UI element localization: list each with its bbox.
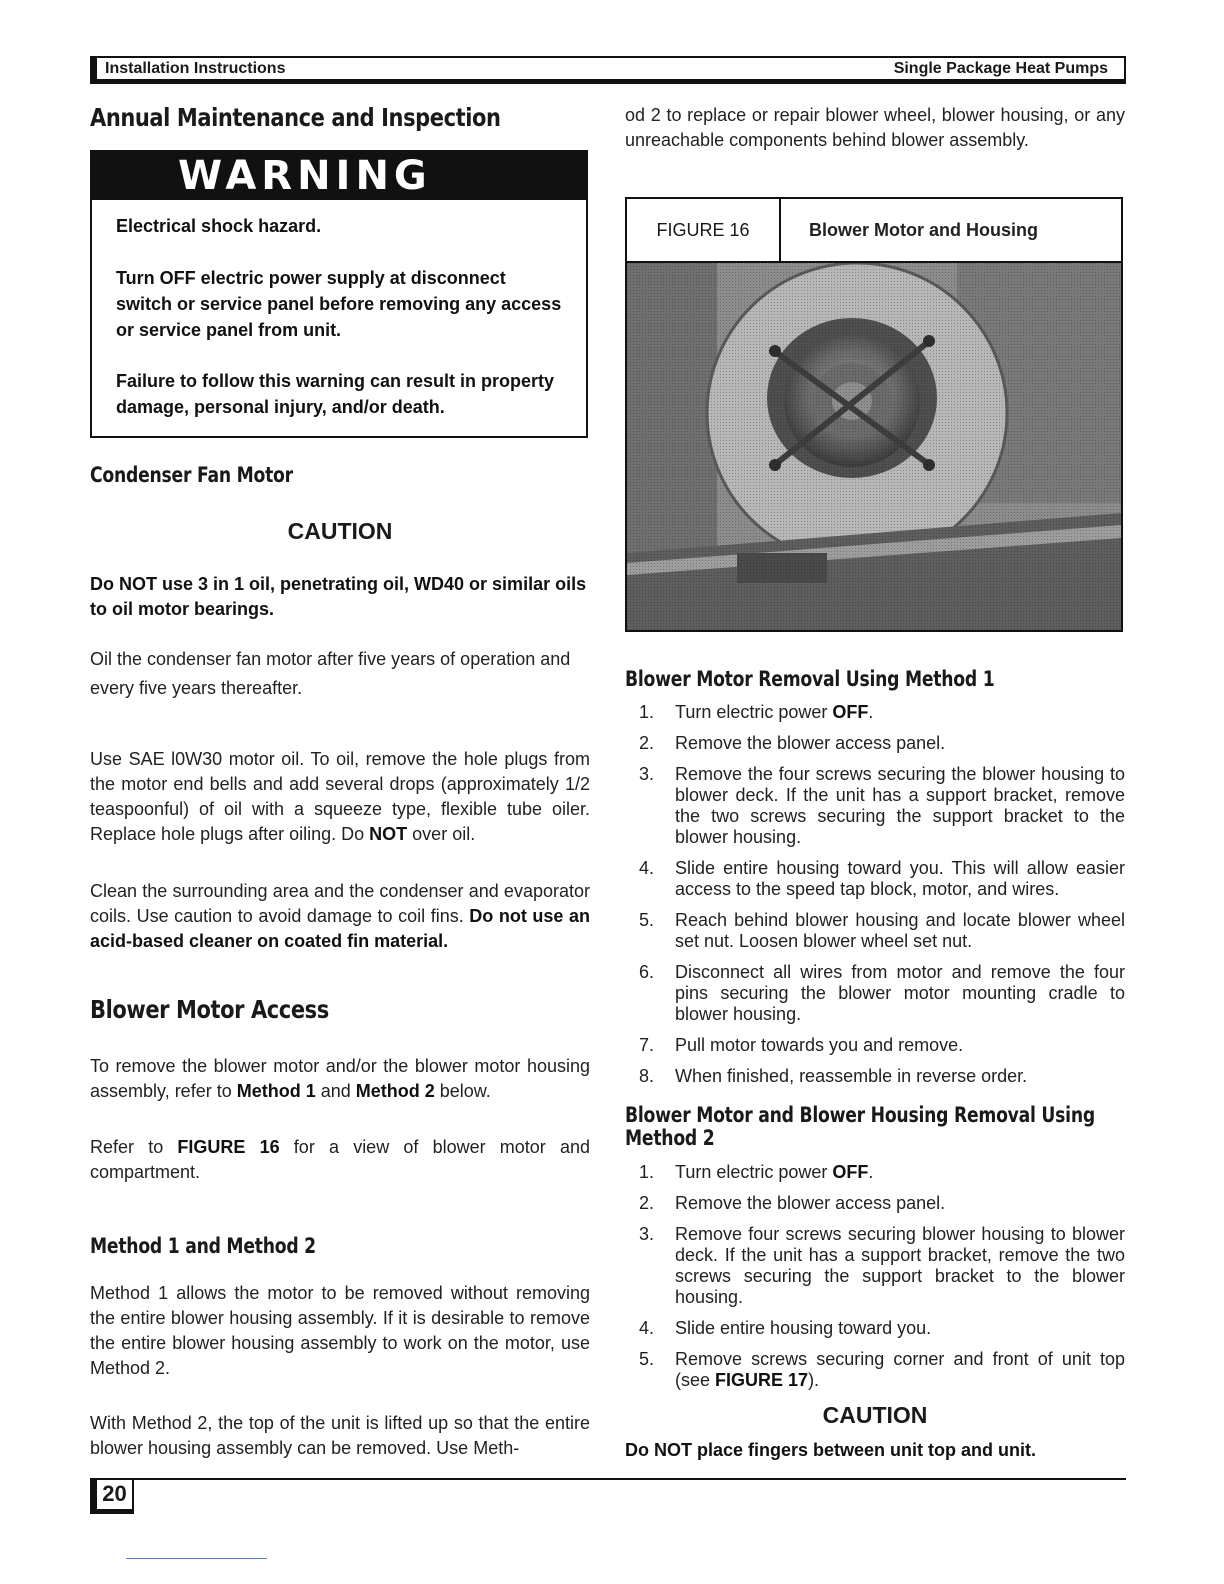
method-1-step-7 (625, 1035, 1125, 1056)
step-number: 2. (639, 733, 655, 753)
step-text: Turn electric power (675, 702, 833, 722)
step-emphasis: FIGURE 17 (715, 1370, 809, 1390)
header-right-title: Single Package Heat Pumps (893, 60, 1108, 77)
page-number: 20 (90, 1480, 134, 1514)
step-number: 6. (639, 962, 655, 982)
condenser-para-2 (90, 747, 590, 847)
step-emphasis: OFF (832, 702, 869, 722)
warning-line-1: Electrical shock hazard. (116, 216, 322, 236)
blower-access-para-1-and: and (315, 1081, 356, 1101)
step-number: 4. (639, 858, 655, 878)
blower-access-para-2 (90, 1135, 590, 1185)
step-number: 3. (639, 764, 655, 784)
method-1-ref: Method 1 (236, 1081, 316, 1101)
step-number: 2. (639, 1193, 655, 1213)
method-2-caution-text: Do NOT place fingers between unit top and unit. (625, 1440, 1037, 1460)
warning-line-2: Turn OFF electric power supply at disconnect switch or service panel before removing any access or service panel from unit. (116, 268, 562, 340)
figure-16 (625, 197, 1123, 632)
condenser-para-2-end: over oil. (407, 824, 476, 844)
method-1-step-5 (625, 910, 1125, 952)
methods-para-1: Method 1 allows the motor to be removed without removing the entire blower housing assembly. If it is desirable to remove the entire blower housing assembly to work on the motor, use Method 2. (90, 1283, 590, 1378)
step-text: Pull motor towards you and remove. (675, 1035, 964, 1055)
condenser-para-1: Oil the condenser fan motor after five years of operation and every five years thereafter. (90, 649, 571, 698)
step-text: Remove four screws securing blower housing to blower deck. If the unit has a support bracket, remove the two screws securing the support bracket to the blower housing. (675, 1224, 1125, 1307)
method-1-heading: Blower Motor Removal Using Method 1 (625, 667, 995, 691)
method-2-caution-title: CAUTION (822, 1402, 928, 1428)
step-number: 1. (639, 1162, 655, 1182)
condenser-para-2-text: Use SAE l0W30 motor oil. To oil, remove the hole plugs from the motor end bells and add several drops (approximately 1/2 teaspoonful) of oil with a squeeze type, flexible tube oiler. Replace hole plugs after oiling. Do (90, 749, 590, 844)
method-2-heading-line-1: Blower Motor and Blower Housing Removal Using (625, 1103, 1095, 1127)
condenser-para-2-bold: NOT (369, 824, 408, 844)
method-1-step-4 (625, 858, 1125, 900)
method-1-step-1 (625, 702, 1125, 723)
blower-access-heading: Blower Motor Access (90, 995, 329, 1024)
footer-rule (90, 1478, 1126, 1480)
method-1-steps (625, 702, 1125, 1097)
step-text-end: . (868, 702, 874, 722)
step-text: Turn electric power (675, 1162, 833, 1182)
methods-para-2: With Method 2, the top of the unit is lifted up so that the entire blower housing assembly can be removed. Use Meth- (90, 1413, 590, 1458)
step-text: Remove screws securing corner and front of unit top (see (675, 1349, 1125, 1390)
figure-16-ref: FIGURE 16 (177, 1137, 280, 1157)
step-number: 5. (639, 910, 655, 930)
method-2-step-3 (625, 1224, 1125, 1308)
blower-access-para-1-text: To remove the blower motor and/or the blower motor housing assembly, refer to (90, 1056, 590, 1101)
method-2-step-2 (625, 1193, 1125, 1214)
condenser-caution-text: Do NOT use 3 in 1 oil, penetrating oil, WD40 or similar oils to oil motor bearings. (90, 574, 587, 619)
method-2-ref: Method 2 (355, 1081, 435, 1101)
footer-underline (126, 1558, 267, 1559)
step-number: 8. (639, 1066, 655, 1086)
warning-line-3: Failure to follow this warning can result in property damage, personal injury, and/or death. (116, 371, 555, 417)
method-2-step-5 (625, 1349, 1125, 1391)
method-1-step-6 (625, 962, 1125, 1025)
step-number: 7. (639, 1035, 655, 1055)
page-header (90, 56, 1126, 84)
step-text: Reach behind blower housing and locate blower wheel set nut. Loosen blower wheel set nut. (675, 910, 1125, 951)
figure-label: FIGURE 16 (627, 199, 781, 261)
step-text-end: . (868, 1162, 874, 1182)
method-1-step-8 (625, 1066, 1125, 1087)
figure-title: Blower Motor and Housing (809, 220, 1038, 240)
step-number: 3. (639, 1224, 655, 1244)
step-text: Remove the four screws securing the blower housing to blower deck. If the unit has a support bracket, remove the two screws securing the support bracket to the blower housing. (675, 764, 1125, 847)
step-number: 1. (639, 702, 655, 722)
header-left-title: Installation Instructions (105, 60, 286, 77)
methods-para-2-continued: od 2 to replace or repair blower wheel, blower housing, or any unreachable components behind blower assembly. (625, 105, 1125, 150)
step-emphasis: OFF (832, 1162, 869, 1182)
step-text: Slide entire housing toward you. (675, 1318, 932, 1338)
method-2-step-4 (625, 1318, 1125, 1339)
warning-box (90, 150, 588, 438)
blower-access-para-1-end: below. (434, 1081, 491, 1101)
step-number: 4. (639, 1318, 655, 1338)
blower-access-para-2-text: Refer to (90, 1137, 178, 1157)
step-number: 5. (639, 1349, 655, 1369)
step-text: Slide entire housing toward you. This will allow easier access to the speed tap block, motor, and wires. (675, 858, 1125, 899)
methods-heading: Method 1 and Method 2 (90, 1234, 316, 1258)
step-text: Remove the blower access panel. (675, 1193, 946, 1213)
step-text-end: ). (808, 1370, 820, 1390)
condenser-para-3-bold: Do not use an acid-based cleaner on coated fin material. (90, 906, 590, 951)
condenser-para-3-text: Clean the surrounding area and the condenser and evaporator coils. Use caution to avoid damage to coil fins. (90, 881, 590, 926)
blower-access-para-1 (90, 1054, 590, 1104)
condenser-caution-title: CAUTION (287, 518, 393, 544)
blower-motor-photo (627, 261, 1121, 630)
step-text: When finished, reassemble in reverse order. (675, 1066, 1028, 1086)
step-text: Disconnect all wires from motor and remove the four pins securing the blower motor mounting cradle to blower housing. (675, 962, 1125, 1024)
condenser-para-3 (90, 879, 590, 954)
warning-banner: WARNING (92, 152, 586, 200)
method-1-step-3 (625, 764, 1125, 848)
method-1-step-2 (625, 733, 1125, 754)
method-2-step-1 (625, 1162, 1125, 1183)
condenser-heading: Condenser Fan Motor (90, 463, 293, 487)
method-2-heading-line-2: Method 2 (625, 1126, 715, 1150)
blower-access-para-2-end: for a view of blower motor and compartment. (90, 1137, 591, 1182)
step-text: Remove the blower access panel. (675, 733, 946, 753)
method-2-steps (625, 1162, 1125, 1401)
annual-heading: Annual Maintenance and Inspection (90, 103, 501, 132)
